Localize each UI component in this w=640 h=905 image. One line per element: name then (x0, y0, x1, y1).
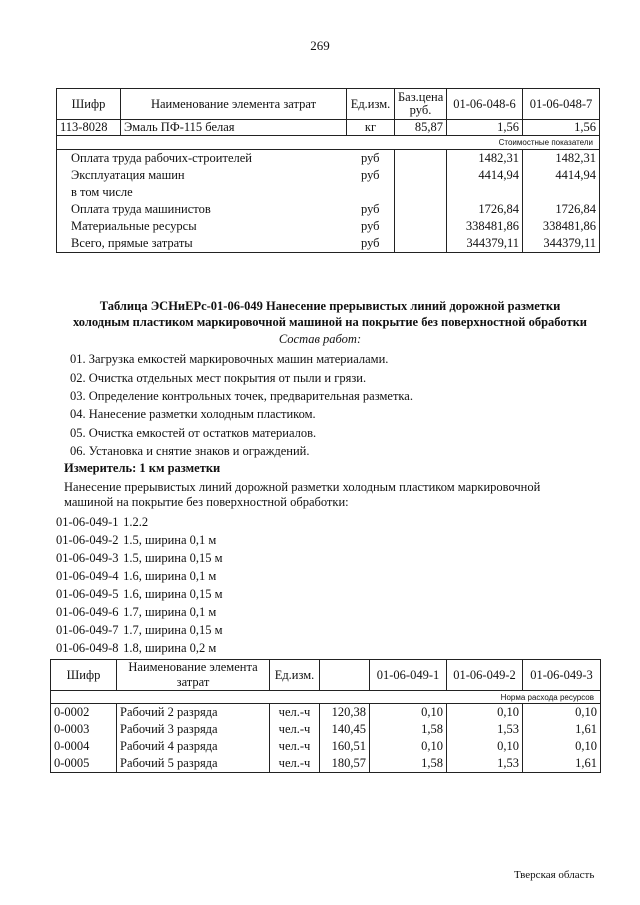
row-value-1: 1,58 (370, 721, 447, 738)
code-text: 1.5, ширина 0,1 м (123, 533, 217, 547)
row-price: 120,38 (320, 704, 370, 722)
header-unit: Ед.изм. (270, 660, 320, 691)
footer-region: Тверская область (514, 869, 595, 881)
row-value-3: 1,61 (523, 755, 601, 773)
summary-unit: руб (347, 150, 395, 168)
row-value-2: 1,53 (447, 721, 523, 738)
code-text: 1.6, ширина 0,15 м (123, 587, 223, 601)
measurer-label: Измеритель: 1 км разметки (64, 461, 221, 475)
summary-label: Всего, прямые затраты (57, 235, 347, 253)
summary-unit: руб (347, 201, 395, 218)
row-code: 113-8028 (57, 120, 121, 136)
row-value-2: 0,10 (447, 704, 523, 722)
table-row (51, 755, 601, 773)
page-number: 269 (310, 38, 330, 53)
row-unit: чел.-ч (270, 721, 320, 738)
row-value-1: 1,56 (447, 120, 523, 136)
summary-unit (347, 184, 395, 201)
row-price: 160,51 (320, 738, 370, 755)
header-col-049-3: 01-06-049-3 (523, 660, 601, 691)
row-value-3: 0,10 (523, 704, 601, 722)
summary-value-1: 1482,31 (447, 150, 523, 168)
code-item (56, 641, 216, 656)
code-text: 1.2.2 (123, 515, 149, 529)
row-value-2: 1,53 (447, 755, 523, 773)
code-text: 1.6, ширина 0,1 м (123, 569, 217, 583)
table-row (57, 120, 600, 136)
summary-row (57, 167, 600, 184)
header-name: Наименование элемента затрат (121, 89, 347, 120)
cost-indicators-label: Стоимостные показатели (57, 136, 600, 150)
summary-label: в том числе (57, 184, 347, 201)
resource-table-049 (50, 659, 601, 773)
code-text: 1.5, ширина 0,15 м (123, 551, 223, 565)
table-row (51, 738, 601, 755)
row-price: 180,57 (320, 755, 370, 773)
code-text: 1.7, ширина 0,15 м (123, 623, 223, 637)
row-price: 140,45 (320, 721, 370, 738)
code-item (56, 515, 148, 530)
summary-row (57, 218, 600, 235)
summary-value-1: 1726,84 (447, 201, 523, 218)
summary-value-2: 4414,94 (523, 167, 600, 184)
summary-row (57, 184, 600, 201)
row-unit: кг (347, 120, 395, 136)
code-id: 01-06-049-6 (56, 605, 119, 619)
composition-heading: Состав работ: (278, 332, 362, 346)
operation-item: 06. Установка и снятие знаков и ограждений. (70, 444, 310, 458)
header-col-048-6: 01-06-048-6 (447, 89, 523, 120)
row-unit: чел.-ч (270, 738, 320, 755)
norm-label-row (51, 691, 601, 704)
header-name: Наименование элемента затрат (117, 660, 270, 691)
description-text: Нанесение прерывистых линий дорожной разметки холодным пластиком маркировочной машиной на покрытие без поверхностной обработки: (64, 480, 541, 509)
summary-value-1: 344379,11 (447, 235, 523, 253)
code-id: 01-06-049-1 (56, 515, 119, 529)
row-unit: чел.-ч (270, 755, 320, 773)
code-id: 01-06-049-8 (56, 641, 119, 655)
code-id: 01-06-049-2 (56, 533, 119, 547)
section-title (40, 298, 620, 330)
operation-item: 05. Очистка емкостей от остатков материалов. (70, 426, 317, 440)
code-id: 01-06-049-4 (56, 569, 119, 583)
norm-label: Норма расхода ресурсов (51, 691, 601, 704)
summary-row (57, 201, 600, 218)
code-item (56, 605, 216, 620)
table-header-row (57, 89, 600, 120)
row-name: Эмаль ПФ-115 белая (121, 120, 347, 136)
row-value-1: 1,58 (370, 755, 447, 773)
row-code: 0-0002 (51, 704, 117, 722)
header-code: Шифр (57, 89, 121, 120)
summary-unit: руб (347, 167, 395, 184)
header-code: Шифр (51, 660, 117, 691)
header-price (320, 660, 370, 691)
code-item (56, 569, 216, 584)
operation-item: 02. Очистка отдельных мест покрытия от пыли и грязи. (70, 371, 367, 385)
summary-value-2: 1726,84 (523, 201, 600, 218)
code-id: 01-06-049-3 (56, 551, 119, 565)
code-text: 1.7, ширина 0,1 м (123, 605, 217, 619)
row-code: 0-0003 (51, 721, 117, 738)
row-name: Рабочий 2 разряда (117, 704, 270, 722)
summary-row (57, 235, 600, 253)
code-id: 01-06-049-7 (56, 623, 119, 637)
summary-value-2: 344379,11 (523, 235, 600, 253)
header-col-049-1: 01-06-049-1 (370, 660, 447, 691)
header-unit: Ед.изм. (347, 89, 395, 120)
section-title-line-2: холодным пластиком маркировочной машиной на покрытие без поверхностной обработки (72, 315, 587, 329)
section-title-line-1: Таблица ЭСНиЕРс-01-06-049 Нанесение прерывистых линий дорожной разметки (99, 299, 561, 313)
operation-item: 01. Загрузка емкостей маркировочных машин материалами. (70, 352, 389, 366)
row-price: 85,87 (395, 120, 447, 136)
summary-value-1: 338481,86 (447, 218, 523, 235)
summary-value-1 (447, 184, 523, 201)
summary-row (57, 150, 600, 168)
summary-value-2: 338481,86 (523, 218, 600, 235)
row-name: Рабочий 4 разряда (117, 738, 270, 755)
row-value-1: 0,10 (370, 738, 447, 755)
code-item (56, 551, 223, 566)
row-unit: чел.-ч (270, 704, 320, 722)
row-value-2: 1,56 (523, 120, 600, 136)
table-header-row (51, 660, 601, 691)
row-value-2: 0,10 (447, 738, 523, 755)
row-code: 0-0004 (51, 738, 117, 755)
summary-value-2 (523, 184, 600, 201)
summary-label: Оплата труда машинистов (57, 201, 347, 218)
row-name: Рабочий 5 разряда (117, 755, 270, 773)
summary-label: Материальные ресурсы (57, 218, 347, 235)
header-base-price: Баз.цена руб. (395, 89, 447, 120)
code-text: 1.8, ширина 0,2 м (123, 641, 217, 655)
summary-unit: руб (347, 218, 395, 235)
cost-indicators-row (57, 136, 600, 150)
row-value-3: 1,61 (523, 721, 601, 738)
header-col-049-2: 01-06-049-2 (447, 660, 523, 691)
operation-item: 04. Нанесение разметки холодным пластиком. (70, 407, 316, 421)
table-row (51, 721, 601, 738)
summary-value-1: 4414,94 (447, 167, 523, 184)
row-code: 0-0005 (51, 755, 117, 773)
summary-label: Оплата труда рабочих-строителей (57, 150, 347, 168)
header-col-048-7: 01-06-048-7 (523, 89, 600, 120)
operation-item: 03. Определение контрольных точек, предварительная разметка. (70, 389, 413, 403)
code-item (56, 587, 223, 602)
code-item (56, 623, 223, 638)
cost-table-048 (56, 88, 600, 253)
code-id: 01-06-049-5 (56, 587, 119, 601)
summary-value-2: 1482,31 (523, 150, 600, 168)
row-value-1: 0,10 (370, 704, 447, 722)
table-row (51, 704, 601, 722)
row-name: Рабочий 3 разряда (117, 721, 270, 738)
summary-label: Эксплуатация машин (57, 167, 347, 184)
row-value-3: 0,10 (523, 738, 601, 755)
summary-unit: руб (347, 235, 395, 253)
code-item (56, 533, 216, 548)
